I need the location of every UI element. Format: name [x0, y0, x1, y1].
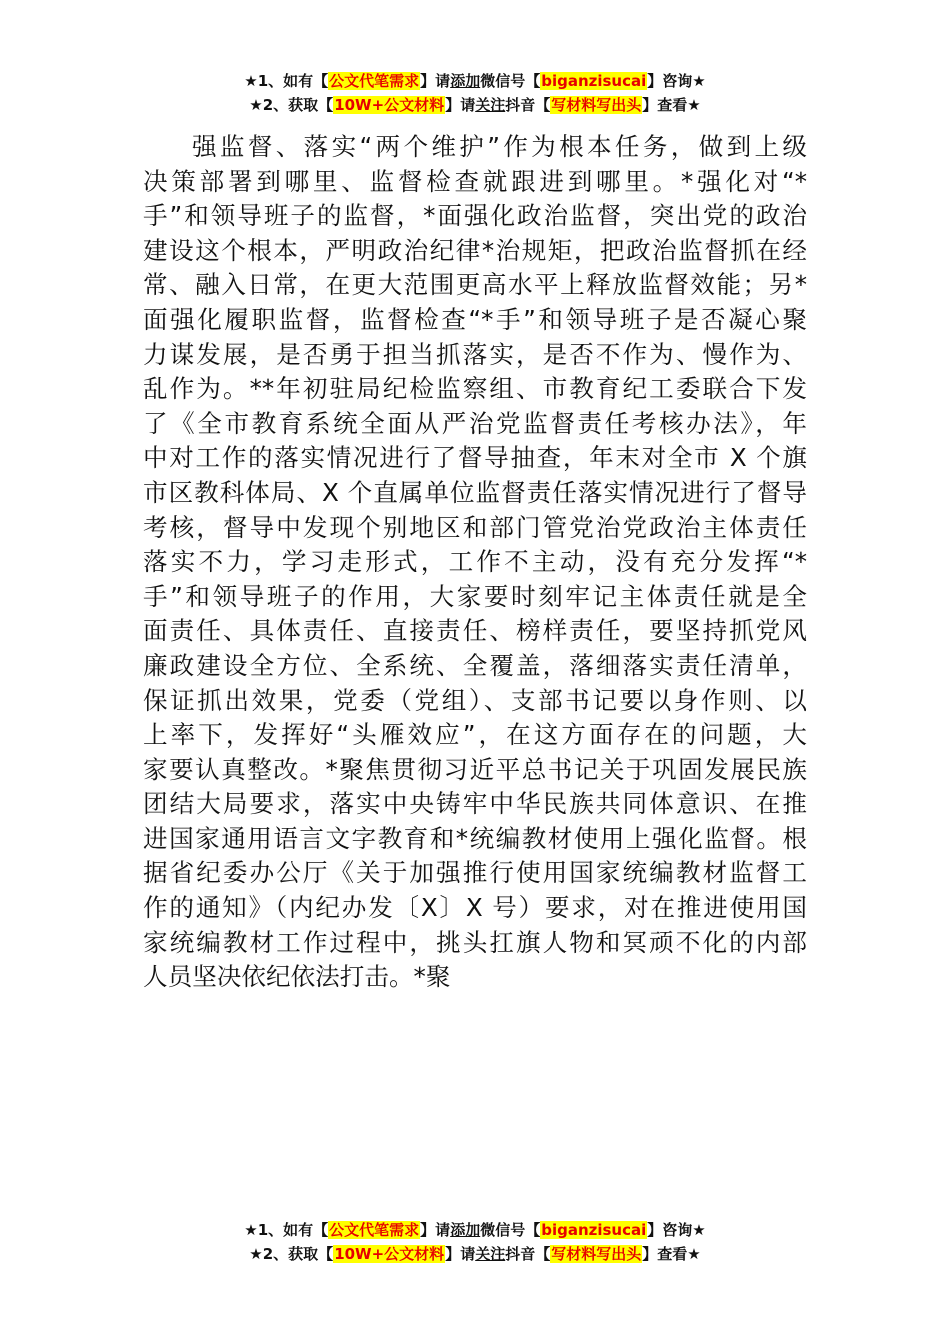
- body-line: 了《全市教育系统全面从严治党监督责任考核办法》，年: [143, 408, 807, 438]
- footer-l2-douyin-label: 抖音【: [505, 1245, 551, 1263]
- body-line: 保证抓出效果，党委（党组）、支部书记要以身作则、以: [143, 685, 807, 715]
- footer-l1-wechat-id: biganzisucai: [541, 1221, 647, 1239]
- footer-l2-follow: 关注: [475, 1245, 506, 1263]
- header-l1-wechat-id: biganzisucai: [541, 72, 647, 90]
- footer-l2-please: 】请: [445, 1245, 476, 1263]
- footer-l2-suffix: 】查看★: [642, 1245, 701, 1263]
- header-promo-line-2: [0, 93, 950, 117]
- footer-l1-wechat-label: 微信号【: [480, 1221, 541, 1239]
- header-promo-line-1: [0, 69, 950, 93]
- body-line: 强监督、落实“两个维护”作为根本任务，做到上级: [192, 132, 807, 161]
- footer-l1-highlight-service: 公文代笔需求: [329, 1221, 420, 1239]
- body-line: 团结大局要求，落实中央铸牢中华民族共同体意识、在推: [143, 789, 807, 819]
- header-l1-please: 】请: [420, 72, 451, 90]
- body-line: 常、融入日常，在更大范围更高水平上释放监督效能；另*: [143, 270, 807, 300]
- body-line: 中对工作的落实情况进行了督导抽查，年末对全市 X 个旗: [143, 443, 807, 473]
- header-l1-add: 添加: [450, 72, 481, 90]
- header-l2-suffix: 】查看★: [642, 96, 701, 114]
- body-line: 廉政建设全方位、全系统、全覆盖，落细落实责任清单，: [143, 650, 807, 680]
- body-line: 市区教科体局、X 个直属单位监督责任落实情况进行了督导: [143, 477, 807, 507]
- document-body: [143, 130, 807, 995]
- header-l1-highlight-service: 公文代笔需求: [329, 72, 420, 90]
- footer-l2-highlight-materials: 10W+公文材料: [334, 1245, 445, 1263]
- header-l1-prefix: ★1、如有【: [244, 72, 329, 90]
- header-l2-follow: 关注: [475, 96, 506, 114]
- footer-l2-douyin-account: 写材料写出头: [551, 1245, 642, 1263]
- header-l1-suffix: 】咨询★: [647, 72, 706, 90]
- footer-promo-line-1: [0, 1218, 950, 1242]
- header-l2-douyin-label: 抖音【: [505, 96, 551, 114]
- footer-l1-add: 添加: [450, 1221, 481, 1239]
- body-line: 建设这个根本，严明政治纪律*治规矩，把政治监督抓在经: [143, 235, 807, 265]
- header-l2-please: 】请: [445, 96, 476, 114]
- body-line: 家统编教材工作过程中，挑头扛旗人物和冥顽不化的内部: [143, 927, 807, 957]
- body-line: 面责任、具体责任、直接责任、榜样责任，要坚持抓党风: [143, 616, 807, 646]
- body-line: 力谋发展，是否勇于担当抓落实，是否不作为、慢作为、: [143, 339, 807, 369]
- header-l1-wechat-label: 微信号【: [480, 72, 541, 90]
- header-promo: [0, 69, 950, 117]
- body-line: 人员坚决依纪依法打击。*聚: [143, 962, 451, 992]
- header-l2-douyin-account: 写材料写出头: [551, 96, 642, 114]
- body-line: 上率下，发挥好“头雁效应”，在这方面存在的问题，大: [143, 720, 807, 750]
- footer-l1-please: 】请: [420, 1221, 451, 1239]
- body-line: 手”和领导班子的监督，*面强化政治监督，突出党的政治: [143, 201, 807, 231]
- body-line: 考核，督导中发现个别地区和部门管党治党政治主体责任: [143, 512, 807, 542]
- body-line: 手”和领导班子的作用，大家要时刻牢记主体责任就是全: [143, 581, 807, 611]
- footer-promo-line-2: [0, 1242, 950, 1266]
- footer-l1-prefix: ★1、如有【: [244, 1221, 329, 1239]
- body-line: 乱作为。**年初驻局纪检监察组、市教育纪工委联合下发: [143, 374, 807, 404]
- body-line: 决策部署到哪里、监督检查就跟进到哪里。*强化对“*: [143, 166, 807, 196]
- body-line: 面强化履职监督，监督检查“*手”和领导班子是否凝心聚: [143, 304, 807, 334]
- body-line: 落实不力，学习走形式，工作不主动，没有充分发挥“*: [143, 547, 807, 577]
- footer-l1-suffix: 】咨询★: [647, 1221, 706, 1239]
- header-l2-highlight-materials: 10W+公文材料: [334, 96, 445, 114]
- body-line: 进国家通用语言文字教育和*统编教材使用上强化监督。根: [143, 823, 807, 853]
- footer-l2-prefix: ★2、获取【: [249, 1245, 334, 1263]
- body-line: 家要认真整改。*聚焦贯彻习近平总书记关于巩固发展民族: [143, 754, 807, 784]
- header-l2-prefix: ★2、获取【: [249, 96, 334, 114]
- body-line: 作的通知》（内纪办发〔X〕X 号）要求，对在推进使用国: [143, 893, 807, 923]
- footer-promo: [0, 1218, 950, 1266]
- body-line: 据省纪委办公厅《关于加强推行使用国家统编教材监督工: [143, 858, 807, 888]
